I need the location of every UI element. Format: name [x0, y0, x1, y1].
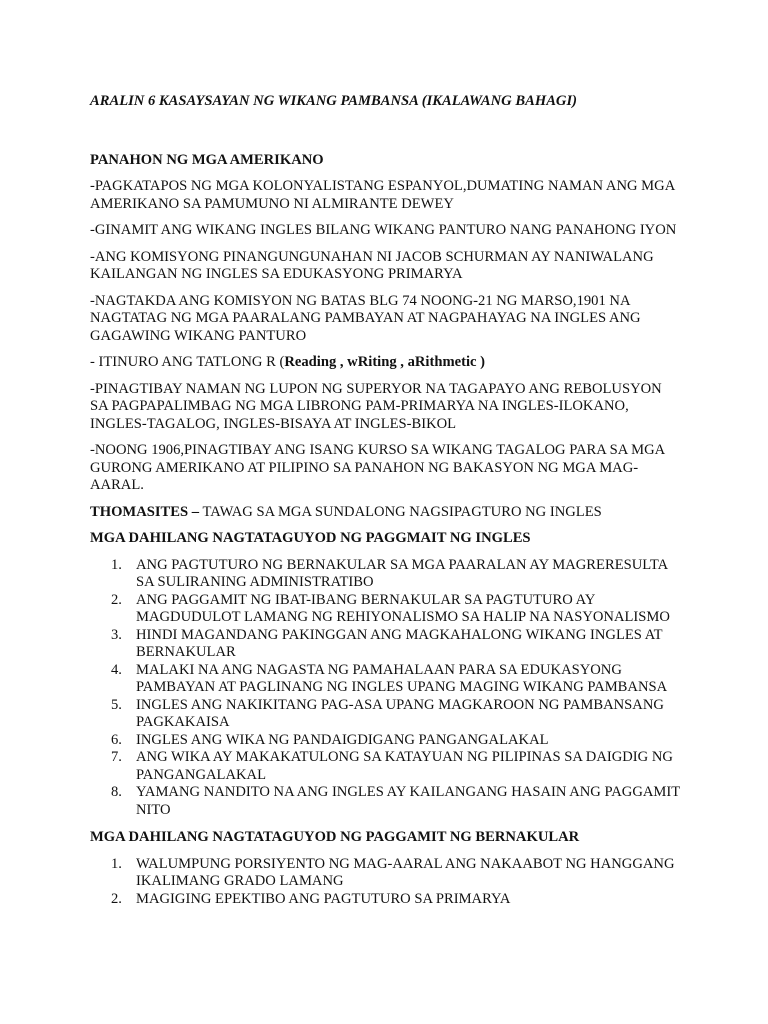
list-number: 2. [111, 591, 122, 608]
section-heading-ingles: MGA DAHILANG NAGTATAGUYOD NG PAGGMAIT NG INGLES [90, 530, 531, 546]
list-text: WALUMPUNG PORSIYENTO NG MAG-AARAL ANG NAKAABOT NG HANGGANG IKALIMANG GRADO LAMANG [136, 855, 675, 889]
paragraph-thomasites [90, 504, 680, 522]
list-item [90, 732, 680, 750]
paragraph-bold-text: Reading , wRiting , aRithmetic ) [284, 354, 485, 370]
list-item [90, 697, 680, 732]
list-number: 5. [111, 696, 122, 713]
list-item [90, 662, 680, 697]
list-number: 3. [111, 626, 122, 643]
list-item [90, 627, 680, 662]
term-thomasites: THOMASITES – [90, 503, 200, 520]
section-heading-amerikano: PANAHON NG MGA AMERIKANO [90, 151, 324, 168]
paragraph: -GINAMIT ANG WIKANG INGLES BILANG WIKANG PANTURO NANG PANAHONG IYON [90, 222, 677, 238]
section-heading-bernakular: MGA DAHILANG NAGTATAGUYOD NG PAGGAMIT NG BERNAKULAR [90, 829, 580, 845]
list-text: ANG WIKA AY MAKAKATULONG SA KATAYUAN NG PILIPINAS SA DAIGDIG NG PANGANGALAKAL [136, 749, 673, 783]
list-item [90, 856, 680, 891]
list-number: 1. [111, 855, 122, 872]
paragraph-tatlong-r [90, 354, 680, 372]
list-number: 1. [111, 556, 122, 573]
list-text: MALAKI NA ANG NAGASTA NG PAMAHALAAN PARA SA EDUKASYONG PAMBAYAN AT PAGLINANG NG INGLES UPANG MAGING WIKANG PAMBANSA [136, 661, 668, 695]
paragraph: -ANG KOMISYONG PINANGUNGUNAHAN NI JACOB SCHURMAN AY NANIWALANG KAILANGAN NG INGLES SA EDUKASYONG PRIMARYA [90, 248, 654, 282]
list-text: HINDI MAGANDANG PAKINGGAN ANG MAGKAHALONG WIKANG INGLES AT BERNAKULAR [136, 626, 663, 660]
paragraph: -PAGKATAPOS NG MGA KOLONYALISTANG ESPANYOL,DUMATING NAMAN ANG MGA AMERIKANO SA PAMUMUNO NI ALMIRANTE DEWEY [90, 178, 675, 212]
list-text: YAMANG NANDITO NA ANG INGLES AY KAILANGANG HASAIN ANG PAGGAMIT NITO [136, 784, 680, 818]
document-page [90, 93, 680, 918]
paragraph-text: TAWAG SA MGA SUNDALONG NAGSIPAGTURO NG INGLES [199, 503, 602, 520]
list-item [90, 557, 680, 592]
list-text: INGLES ANG NAKIKITANG PAG-ASA UPANG MAGKAROON NG PAMBANSANG PAGKAKAISA [136, 696, 664, 730]
paragraph: -PINAGTIBAY NAMAN NG LUPON NG SUPERYOR NA TAGAPAYO ANG REBOLUSYON SA PAGPAPALIMBAG NG MGA LIBRONG PAM-PRIMARYA NA INGLES-ILOKANO, INGLES-TAGALOG, INGLES-BISAYA AT INGLES-BIKOL [90, 380, 662, 432]
list-number: 8. [111, 784, 122, 800]
list-item [90, 891, 680, 909]
list-number: 2. [111, 890, 122, 907]
list-item [90, 592, 680, 627]
list-item [90, 784, 680, 819]
list-number: 6. [111, 731, 122, 748]
document-title: ARALIN 6 KASAYSAYAN NG WIKANG PAMBANSA (IKALAWANG BAHAGI) [90, 93, 578, 109]
list-number: 7. [111, 749, 122, 765]
list-text: INGLES ANG WIKA NG PANDAIGDIGANG PANGANGALAKAL [136, 731, 549, 748]
paragraph-text: - ITINURO ANG TATLONG R ( [90, 354, 285, 370]
reasons-list-bernakular [90, 856, 680, 909]
paragraph: -NAGTAKDA ANG KOMISYON NG BATAS BLG 74 NOONG-21 NG MARSO,1901 NA NAGTATAG NG MGA PAARALANG PAMBAYAN AT NAGPAHAYAG NA INGLES ANG GAGAWING WIKANG PANTURO [90, 292, 641, 344]
list-text: ANG PAGGAMIT NG IBAT-IBANG BERNAKULAR SA PAGTUTURO AY MAGDUDULOT LAMANG NG REHIYONALISMO SA HALIP NA NASYONALISMO [136, 591, 670, 625]
list-item [90, 749, 680, 784]
list-text: MAGIGING EPEKTIBO ANG PAGTUTURO SA PRIMARYA [136, 890, 511, 907]
list-text: ANG PAGTUTURO NG BERNAKULAR SA MGA PAARALAN AY MAGRERESULTA SA SULIRANING ADMINISTRATIBO [136, 556, 668, 590]
reasons-list-ingles [90, 557, 680, 820]
list-number: 4. [111, 661, 122, 678]
paragraph: -NOONG 1906,PINAGTIBAY ANG ISANG KURSO SA WIKANG TAGALOG PARA SA MGA GURONG AMERIKANO AT PILIPINO SA PANAHON NG BAKASYON NG MGA MAG-AARAL. [90, 442, 665, 493]
